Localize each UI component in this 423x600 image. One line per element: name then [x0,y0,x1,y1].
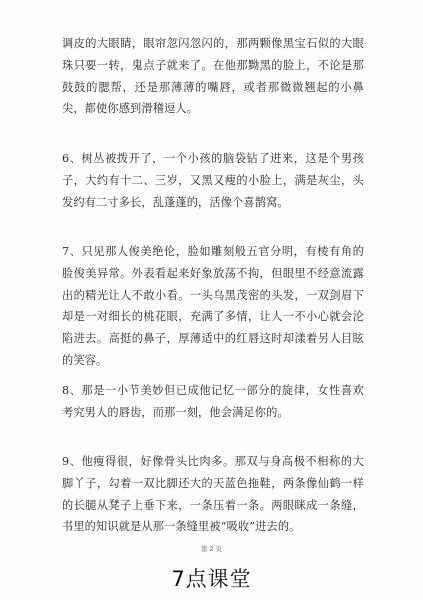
paragraph-item-8: 8、那是一小节美妙但已成他记忆一部分的旋律，女性喜欢考究男人的唇齿，而那一刻，他会满足你的。 [62,384,364,419]
paragraph-item-7: 7、只见那人俊美绝伦，脸如雕刻般五官分明，有棱有角的脸俊美异常。外表看起来好象放荡不拘，但眼里不经意流露出的精光让人不敢小看。一头乌黑茂密的头发，一双剑眉下却是一对细长的桃花眼，充满了多情，让人一不小心就会沦陷进去。高挺的鼻子，厚薄适中的红唇这时却漾着另人目眩的笑容。 [62,245,364,367]
watermark-caption: 7点课堂 [171,567,252,591]
paragraph-continuation: 调皮的大眼睛，眼帘忽闪忽闪的，那两颗像黑宝石似的大眼珠只要一转，鬼点子就来了。在他那黝黑的脸上，不论是那鼓鼓的腮帮，还是那薄薄的嘴唇，或者那微微翘起的小鼻尖，都使你感到滑稽逗人。 [62,37,364,116]
paragraph-item-9: 9、他瘦得很，好像骨头比肉多。那双与身高极不相称的大脚丫子，勾着一双比脚还大的天蓝色拖鞋，两条像仙鹤一样的长腿从凳子上垂下来，一条压着一条。两眼眯成一条缝，书里的知识就是从那一条缝里被“吸收”进去的。 [62,455,364,534]
page-number: 第 2 页 [200,545,223,553]
paragraph-item-6: 6、树丛被拨开了，一个小孩的脑袋钻了进来，这是个男孩子，大约有十二、三岁，又黑又瘦的小脸上，满是灰尘，头发约有二寸多长，乱蓬蓬的，活像个喜鹊窝。 [62,152,364,209]
